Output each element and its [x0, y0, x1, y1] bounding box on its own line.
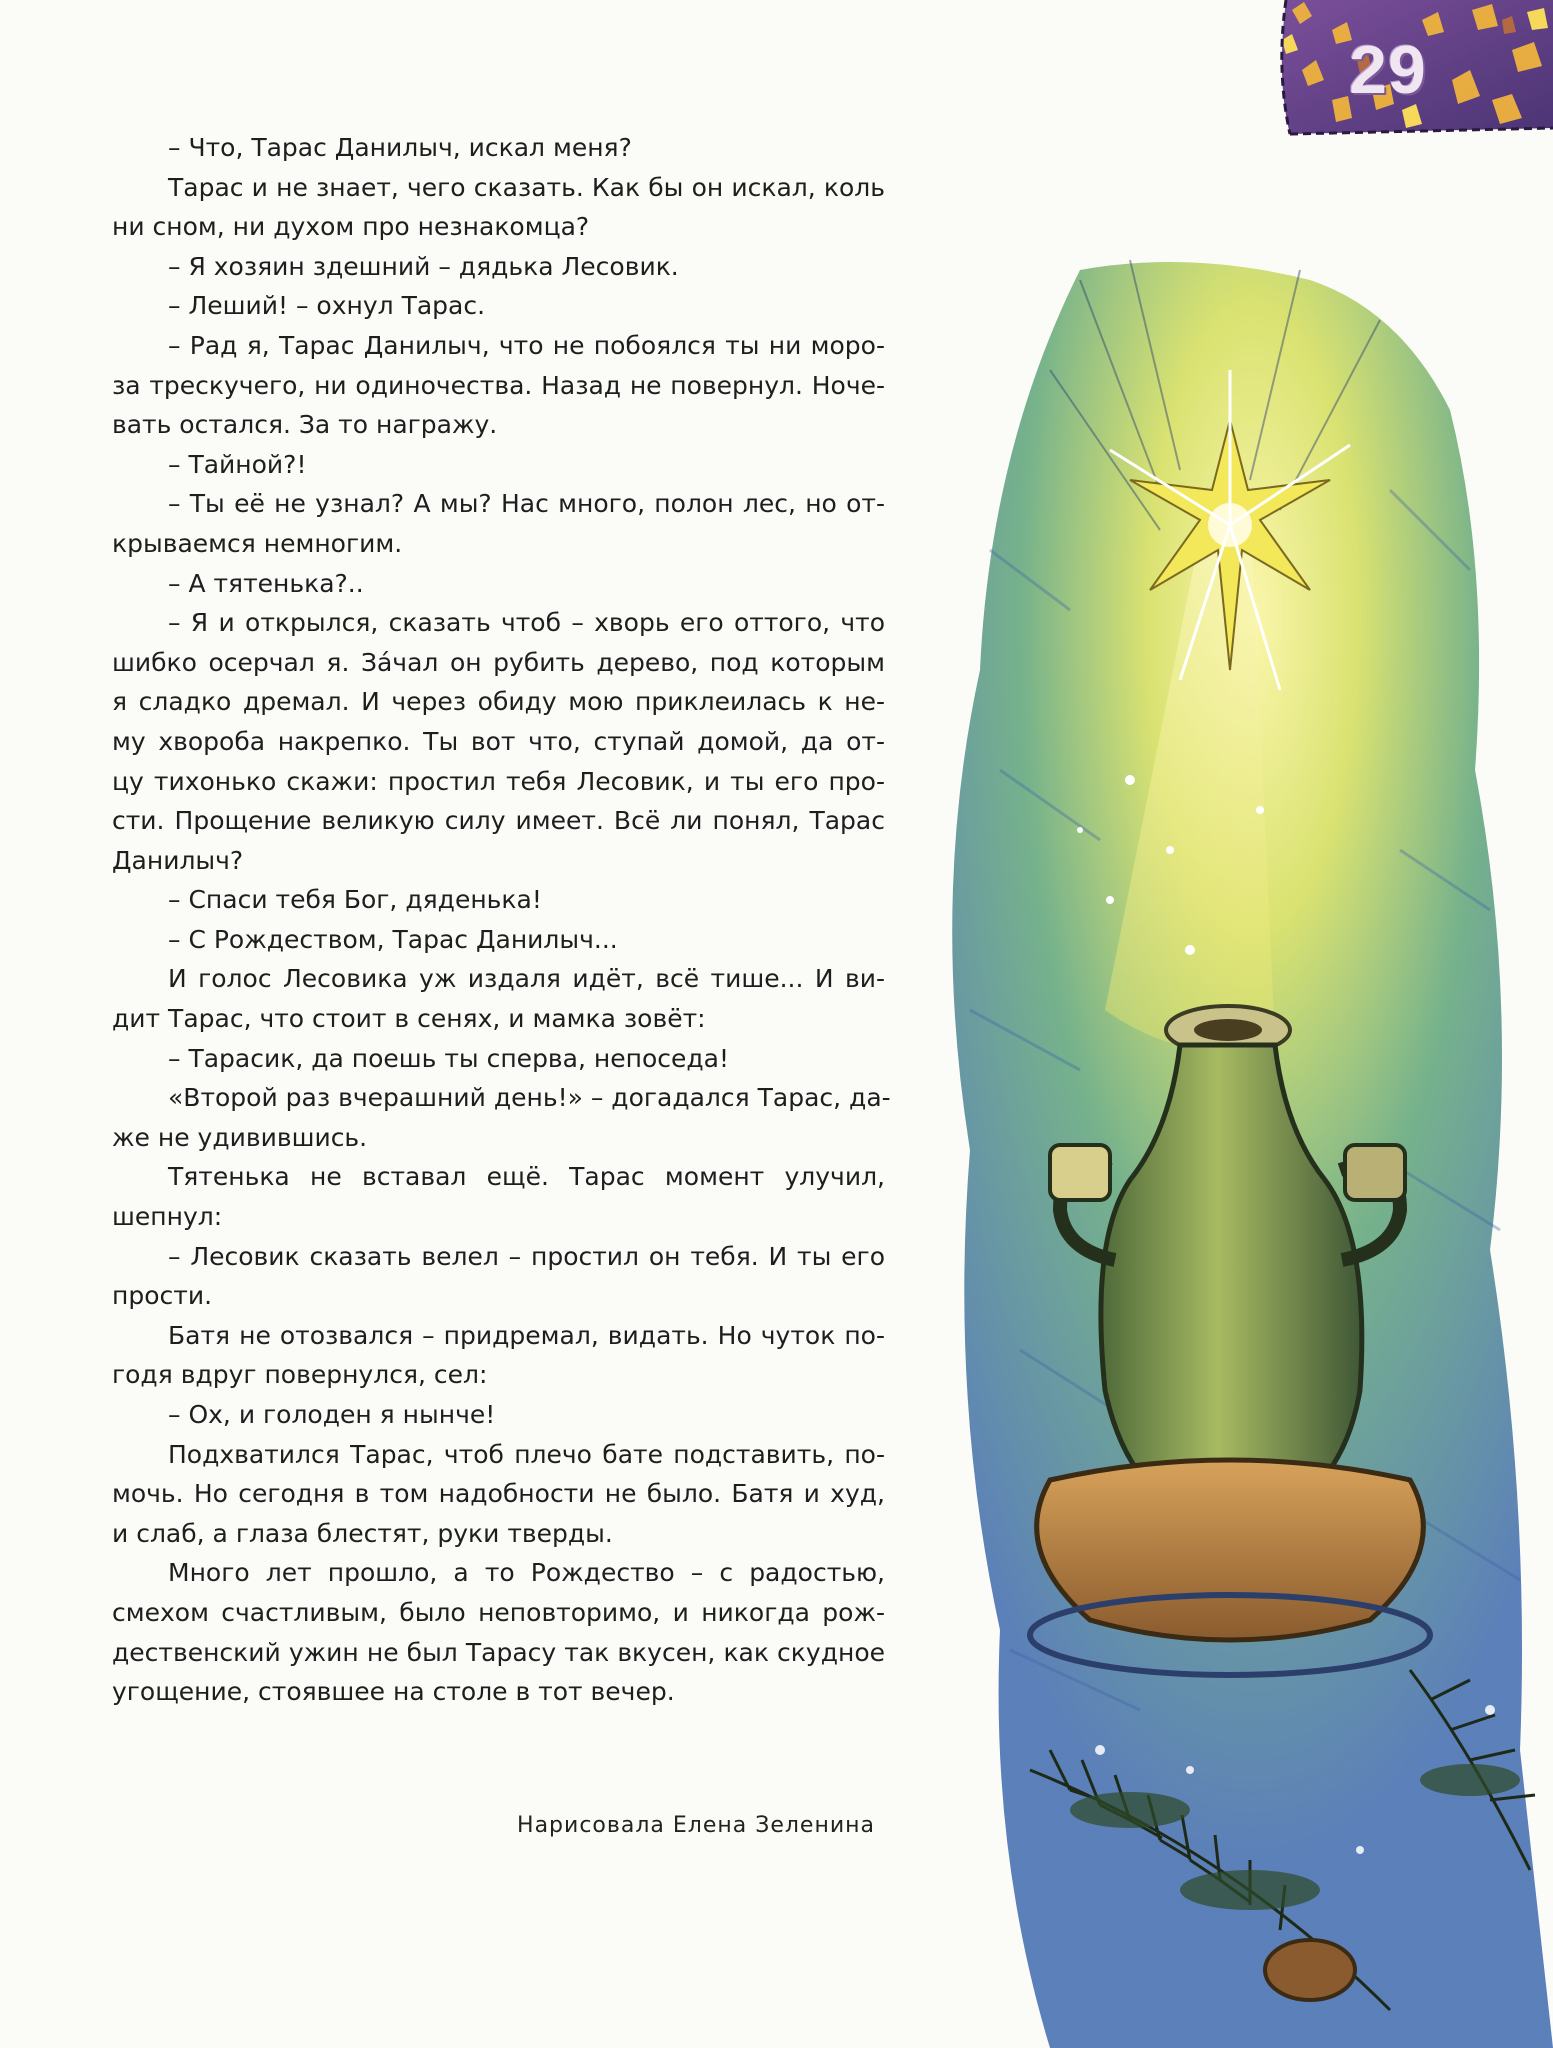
- text-line: И голос Лесовика уж издаля идёт, всё тише... И ви-: [168, 964, 885, 994]
- text-line: же не удивившись.: [112, 1122, 368, 1152]
- text-line: цу тихонько скажи: простил тебя Лесовик, и ты его про-: [112, 766, 885, 796]
- text-line: Батя не отозвался – придремал, видать. Но чуток по-: [168, 1320, 885, 1350]
- page-number: 29: [1349, 32, 1427, 108]
- illustrator-credit: Нарисовала Елена Зеленина: [517, 1813, 875, 1838]
- text-line: и слаб, а глаза блестят, руки тверды.: [112, 1518, 613, 1548]
- text-line: шибко осерчал я. За́чал он рубить дерево, под которым: [112, 647, 885, 677]
- text-line: – С Рождеством, Тарас Данилыч...: [168, 924, 618, 954]
- text-line: – Что, Тарас Данилыч, искал меня?: [168, 133, 632, 162]
- text-line: му хвороба накрепко. Ты вот что, ступай домой, да от-: [112, 726, 885, 756]
- text-line: шепнул:: [112, 1202, 223, 1232]
- plate-icon: [1037, 1460, 1424, 1640]
- text-line: – Ох, и голоден я нынче!: [168, 1400, 496, 1429]
- text-line: сти. Прощение великую силу имеет. Всё ли понял, Тарас: [112, 806, 885, 836]
- text-line: годя вдруг повернулся, сел:: [112, 1360, 488, 1390]
- text-line: дит Тарас, что стоит в сенях, и мамка зовёт:: [112, 1004, 706, 1034]
- text-line: дественский ужин не был Тарасу так вкусен, как скудное: [112, 1637, 885, 1667]
- story-text: [112, 128, 891, 1712]
- text-line: Подхватился Тарас, чтоб плечо бате подставить, по-: [168, 1439, 885, 1469]
- text-line: – А тятенька?..: [168, 568, 364, 598]
- text-line: мочь. Но сегодня в том надобности не было. Батя и худ,: [112, 1479, 885, 1509]
- illustration: [930, 250, 1553, 2048]
- text-line: Тарас и не знает, чего сказать. Как бы он искал, коль: [168, 172, 885, 202]
- text-line: вать остался. За то награжу.: [112, 410, 498, 440]
- text-line: за трескучего, ни одиночества. Назад не повернул. Ноче-: [112, 370, 885, 400]
- text-line: угощение, стоявшее на столе в тот вечер.: [112, 1677, 675, 1707]
- text-line: – Леший! – охнул Тарас.: [168, 291, 486, 321]
- text-line: прости.: [112, 1281, 213, 1311]
- text-line: – Я и открылся, сказать чтоб – хворь его оттого, что: [168, 608, 885, 638]
- text-line: – Тайной?!: [168, 449, 307, 479]
- text-line: Данилыч?: [112, 845, 244, 875]
- text-line: – Я хозяин здешний – дядька Лесовик.: [168, 251, 679, 281]
- text-line: «Второй раз вчерашний день!» – догадался Тарас, да-: [168, 1083, 891, 1113]
- text-line: – Ты её не узнал? А мы? Нас много, полон лес, но от-: [168, 489, 885, 519]
- text-line: крываемся немногим.: [112, 528, 403, 558]
- text-line: я сладко дремал. И через обиду мою приклеилась к не-: [112, 687, 885, 717]
- text-line: Много лет прошло, а то Рождество – с радостью,: [168, 1558, 885, 1588]
- text-line: смехом счастливым, было неповторимо, и никогда рож-: [112, 1597, 885, 1627]
- candle-jug-illustration: [930, 250, 1553, 2048]
- text-line: – Тарасик, да поешь ты сперва, непоседа!: [168, 1043, 729, 1073]
- text-line: – Рад я, Тарас Данилыч, что не побоялся ты ни моро-: [168, 330, 885, 360]
- text-line: Тятенька не вставал ещё. Тарас момент улучил,: [168, 1162, 885, 1192]
- text-line: – Лесовик сказать велел – простил он тебя. И ты его: [168, 1241, 885, 1271]
- text-line: – Спаси тебя Бог, дяденька!: [168, 885, 542, 915]
- text-line: ни сном, ни духом про незнакомца?: [112, 212, 590, 242]
